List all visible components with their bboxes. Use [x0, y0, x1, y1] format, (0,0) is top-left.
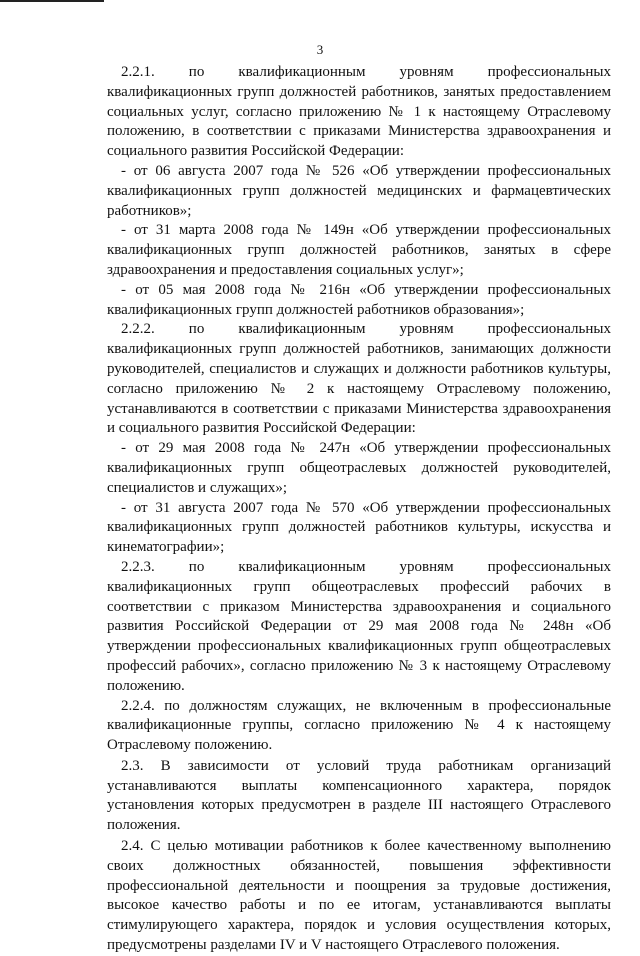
clause-2-2-3: 2.2.3. по квалификационным уровням профессиональных квалификационных групп общеотраслевых профессий рабочих в соответствии с приказом Министерства здравоохранения и социального развития Российской Федерации от 29 мая 2008 года № 248н «Об утверждении профессиональных квалификационных групп общеотраслевых профессий рабочих», согласно приложению № 3 к настоящему Отраслевому положению. — [107, 558, 611, 694]
clause-2-3: 2.3. В зависимости от условий труда работникам организаций устанавливаются выплаты компенсационного характера, порядок установления которых предусмотрен в разделе III настоящего Отраслевого положения. — [107, 757, 611, 834]
top-rule — [0, 0, 104, 2]
clause-2-4: 2.4. С целью мотивации работников к более качественному выполнению своих должностных обязанностей, повышения эффективности профессиональной деятельности и поощрения за трудовые достижения, высокое качество работы и по ее итогам, устанавливаются выплаты стимулирующего характера, порядок и условия осуществления которых, предусмотрены разделами IV и V настоящего Отраслевого положения. — [107, 838, 611, 954]
order-570-item: - от 31 августа 2007 года № 570 «Об утверждении профессиональных квалификационных групп должностей работников культуры, искусства и кинематографии»; — [107, 499, 611, 556]
order-247n-item: - от 29 мая 2008 года № 247н «Об утверждении профессиональных квалификационных групп общеотраслевых должностей руководителей, специалистов и служащих»; — [107, 440, 611, 496]
clause-2-2-4: 2.2.4. по должностям служащих, не включенным в профессиональные квалификационные группы, согласно приложению № 4 к настоящему Отраслевому положению. — [107, 697, 611, 754]
order-149n-item: - от 31 марта 2008 года № 149н «Об утверждении профессиональных квалификационных групп должностей работников, занятых в сфере здравоохранения и предоставления социальных услуг»; — [107, 222, 611, 278]
order-526-item: - от 06 августа 2007 года № 526 «Об утверждении профессиональных квалификационных групп должностей медицинских и фармацевтических работников»; — [107, 162, 611, 219]
clause-2-2-1: 2.2.1. по квалификационным уровням профессиональных квалификационных групп должностей работников, занятых предоставлением социальных услуг, согласно приложению № 1 к настоящему Отраслевому положению, в соответствии с приказами Министерства здравоохранения и социального развития Российской Федерации: — [107, 64, 611, 160]
clause-2-2-2: 2.2.2. по квалификационным уровням профессиональных квалификационных групп должностей работников, занимающих должности руководителей, специалистов и служащих и должности работников культуры, согласно приложению № 2 к настоящему Отраслевому положению, устанавливаются в соответствии с приказами Министерства здравоохранения и социального развития Российской Федерации: — [107, 321, 611, 437]
order-216n-item: - от 05 мая 2008 года № 216н «Об утверждении профессиональных квалификационных групп должностей работников образования»; — [107, 281, 611, 318]
document-body — [107, 63, 611, 956]
page-number: 3 — [316, 42, 324, 57]
